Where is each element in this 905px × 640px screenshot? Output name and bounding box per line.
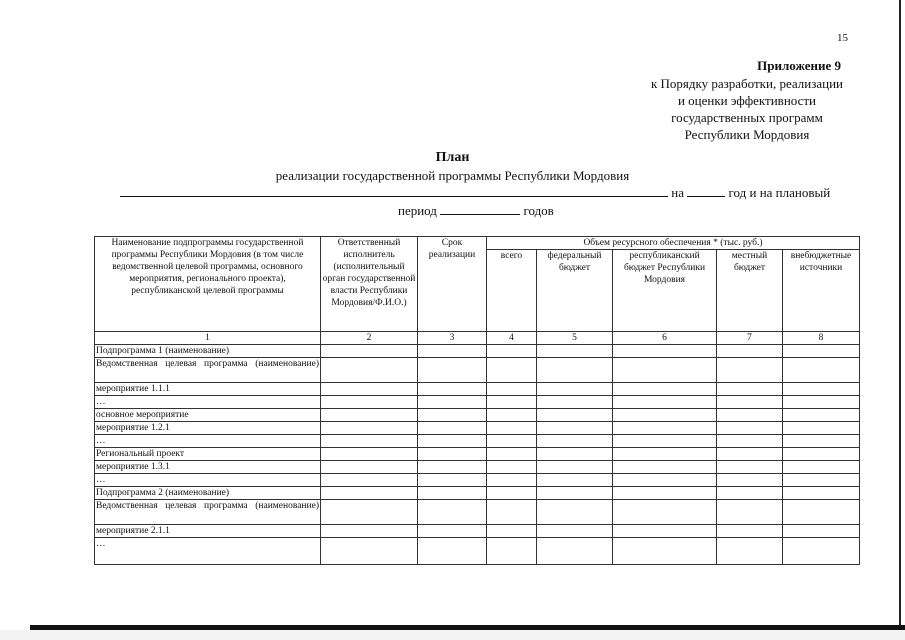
empty-cell xyxy=(613,383,717,396)
empty-cell xyxy=(717,448,783,461)
empty-cell xyxy=(717,435,783,448)
empty-cell xyxy=(418,525,487,538)
empty-cell xyxy=(487,358,537,383)
empty-cell xyxy=(487,525,537,538)
table-row xyxy=(95,500,860,525)
empty-cell xyxy=(321,474,418,487)
column-number: 4 xyxy=(487,332,537,345)
empty-cell xyxy=(717,358,783,383)
plan-subtitle: реализации государственной программы Республики Мордовия xyxy=(275,168,630,183)
empty-cell xyxy=(613,435,717,448)
empty-cell xyxy=(537,500,613,525)
empty-cell xyxy=(537,358,613,383)
empty-cell xyxy=(487,435,537,448)
program-name-line xyxy=(120,184,830,201)
empty-cell xyxy=(418,409,487,422)
empty-cell xyxy=(537,435,613,448)
plan-table xyxy=(94,236,860,565)
empty-cell xyxy=(783,461,860,474)
empty-cell xyxy=(418,422,487,435)
empty-cell xyxy=(418,538,487,565)
line-period: период xyxy=(398,203,437,218)
period-line xyxy=(398,202,554,219)
column-number: 1 xyxy=(95,332,321,345)
row-label: Подпрограмма 2 (наименование) xyxy=(95,487,321,500)
empty-cell xyxy=(613,396,717,409)
empty-cell xyxy=(487,538,537,565)
empty-cell xyxy=(717,525,783,538)
empty-cell xyxy=(321,487,418,500)
empty-cell xyxy=(321,383,418,396)
column-number: 7 xyxy=(717,332,783,345)
empty-cell xyxy=(487,487,537,500)
row-label: Ведомственная целевая программа (наименование) xyxy=(95,358,321,383)
empty-cell xyxy=(613,474,717,487)
table-row xyxy=(95,383,860,396)
row-label: мероприятие 1.1.1 xyxy=(95,383,321,396)
empty-cell xyxy=(717,461,783,474)
empty-cell xyxy=(418,396,487,409)
empty-cell xyxy=(613,448,717,461)
empty-cell xyxy=(783,345,860,358)
empty-cell xyxy=(783,487,860,500)
row-label: Подпрограмма 1 (наименование) xyxy=(95,345,321,358)
header-col4: всего xyxy=(487,250,537,332)
empty-cell xyxy=(717,474,783,487)
header-col5: федеральный бюджет xyxy=(537,250,613,332)
empty-cell xyxy=(613,409,717,422)
empty-cell xyxy=(537,461,613,474)
empty-cell xyxy=(783,500,860,525)
row-label: мероприятие 2.1.1 xyxy=(95,525,321,538)
empty-cell xyxy=(321,396,418,409)
empty-cell xyxy=(487,345,537,358)
header-col3: Срок реализации xyxy=(418,237,487,332)
table-row xyxy=(95,396,860,409)
empty-cell xyxy=(537,538,613,565)
column-number: 3 xyxy=(418,332,487,345)
empty-cell xyxy=(487,500,537,525)
line-na: на xyxy=(671,185,684,200)
empty-cell xyxy=(487,396,537,409)
table-row xyxy=(95,538,860,565)
row-label: основное мероприятие xyxy=(95,409,321,422)
empty-cell xyxy=(537,487,613,500)
table-row xyxy=(95,358,860,383)
empty-cell xyxy=(613,358,717,383)
empty-cell xyxy=(537,474,613,487)
scan-margin xyxy=(0,630,905,640)
empty-cell xyxy=(783,358,860,383)
empty-cell xyxy=(321,358,418,383)
empty-cell xyxy=(717,383,783,396)
line-year: год и на плановый xyxy=(728,185,831,200)
empty-cell xyxy=(783,409,860,422)
empty-cell xyxy=(613,487,717,500)
empty-cell xyxy=(537,525,613,538)
empty-cell xyxy=(321,409,418,422)
empty-cell xyxy=(321,345,418,358)
empty-cell xyxy=(418,358,487,383)
empty-cell xyxy=(783,396,860,409)
empty-cell xyxy=(717,409,783,422)
empty-cell xyxy=(418,345,487,358)
empty-cell xyxy=(537,396,613,409)
empty-cell xyxy=(717,487,783,500)
empty-cell xyxy=(783,474,860,487)
column-numbers-row xyxy=(95,332,860,345)
empty-cell xyxy=(537,448,613,461)
empty-cell xyxy=(537,383,613,396)
empty-cell xyxy=(418,461,487,474)
empty-cell xyxy=(418,448,487,461)
row-label: мероприятие 1.3.1 xyxy=(95,461,321,474)
empty-cell xyxy=(487,461,537,474)
empty-cell xyxy=(717,538,783,565)
table-row xyxy=(95,487,860,500)
empty-cell xyxy=(321,422,418,435)
table-row xyxy=(95,525,860,538)
appendix-title: Приложение 9 xyxy=(757,58,841,73)
program-name-blank xyxy=(120,184,668,197)
empty-cell xyxy=(613,461,717,474)
table-row xyxy=(95,448,860,461)
row-label: … xyxy=(95,435,321,448)
empty-cell xyxy=(487,409,537,422)
row-label: Региональный проект xyxy=(95,448,321,461)
appendix-line: Республики Мордовия xyxy=(684,127,810,142)
empty-cell xyxy=(418,435,487,448)
empty-cell xyxy=(321,500,418,525)
appendix-line: и оценки эффективности xyxy=(677,93,817,108)
empty-cell xyxy=(717,396,783,409)
empty-cell xyxy=(418,500,487,525)
table-row xyxy=(95,435,860,448)
empty-cell xyxy=(537,409,613,422)
empty-cell xyxy=(321,461,418,474)
empty-cell xyxy=(418,474,487,487)
period-blank xyxy=(440,202,520,215)
empty-cell xyxy=(783,448,860,461)
header-col2: Ответственный исполнитель (исполнительный орган государственной власти Республики Мордовия/Ф.И.О.) xyxy=(321,237,418,332)
empty-cell xyxy=(613,345,717,358)
empty-cell xyxy=(717,345,783,358)
empty-cell xyxy=(418,487,487,500)
column-number: 8 xyxy=(783,332,860,345)
table-row xyxy=(95,409,860,422)
page-number: 15 xyxy=(837,32,848,44)
scan-edge-right xyxy=(899,0,901,625)
header-col8: внебюджетные источники xyxy=(783,250,860,332)
year-blank xyxy=(687,184,725,197)
empty-cell xyxy=(487,422,537,435)
row-label: мероприятие 1.2.1 xyxy=(95,422,321,435)
appendix-line: государственных программ xyxy=(671,110,823,125)
header-col7: местный бюджет xyxy=(717,250,783,332)
empty-cell xyxy=(783,435,860,448)
appendix-line: к Порядку разработки, реализации xyxy=(650,76,843,91)
empty-cell xyxy=(613,525,717,538)
plan-title: План xyxy=(435,150,470,165)
header-group: Объем ресурсного обеспечения * (тыс. руб.) xyxy=(487,237,860,250)
table-row xyxy=(95,422,860,435)
appendix-subtitle xyxy=(651,75,843,143)
empty-cell xyxy=(537,422,613,435)
header-col6: республиканский бюджет Республики Мордовия xyxy=(613,250,717,332)
row-label: … xyxy=(95,474,321,487)
line-years: годов xyxy=(523,203,554,218)
column-number: 5 xyxy=(537,332,613,345)
empty-cell xyxy=(783,538,860,565)
empty-cell xyxy=(487,448,537,461)
row-label: … xyxy=(95,396,321,409)
table-row xyxy=(95,474,860,487)
empty-cell xyxy=(321,448,418,461)
column-number: 2 xyxy=(321,332,418,345)
table-row xyxy=(95,345,860,358)
row-label: Ведомственная целевая программа (наименование) xyxy=(95,500,321,525)
row-label: … xyxy=(95,538,321,565)
empty-cell xyxy=(613,538,717,565)
empty-cell xyxy=(783,383,860,396)
empty-cell xyxy=(613,500,717,525)
empty-cell xyxy=(321,538,418,565)
empty-cell xyxy=(321,435,418,448)
empty-cell xyxy=(717,500,783,525)
empty-cell xyxy=(717,422,783,435)
empty-cell xyxy=(321,525,418,538)
header-col1: Наименование подпрограммы государственной программы Республики Мордовия (в том числе ведомственной целевой программы, основного мероприятия, регионального проекта), республиканской целевой программы xyxy=(95,237,321,332)
empty-cell xyxy=(613,422,717,435)
empty-cell xyxy=(783,422,860,435)
table-row xyxy=(95,461,860,474)
empty-cell xyxy=(487,474,537,487)
empty-cell xyxy=(537,345,613,358)
empty-cell xyxy=(418,383,487,396)
empty-cell xyxy=(487,383,537,396)
column-number: 6 xyxy=(613,332,717,345)
empty-cell xyxy=(783,525,860,538)
